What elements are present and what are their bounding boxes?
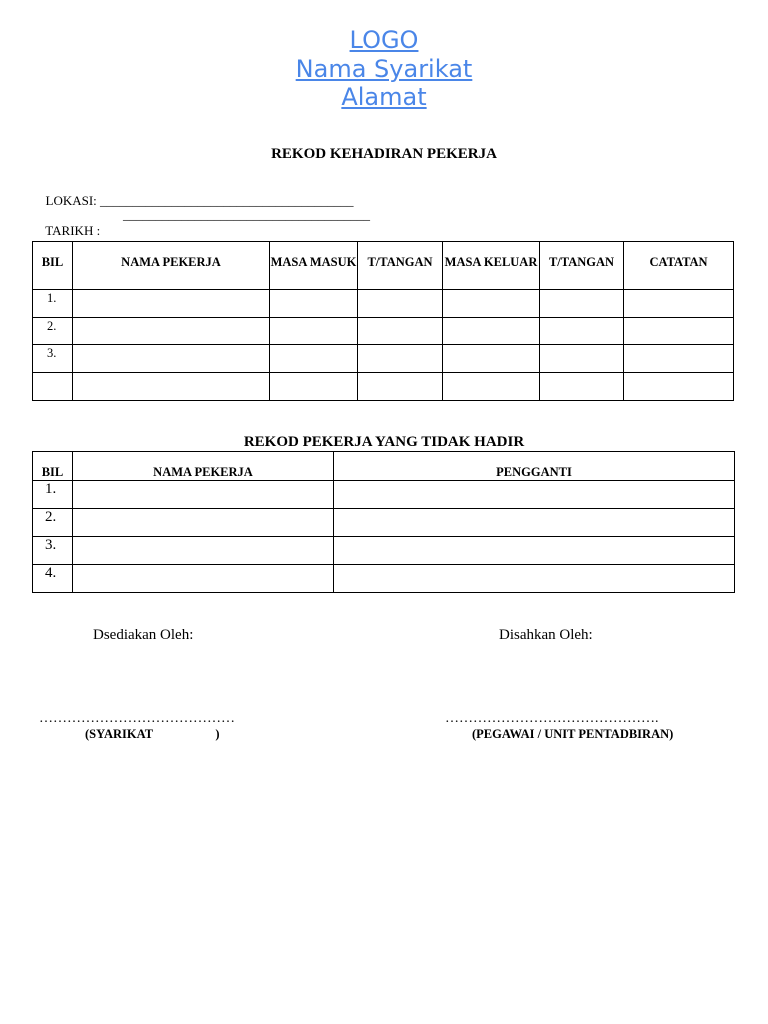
cell-input[interactable] — [73, 290, 270, 318]
table-row — [33, 565, 735, 593]
cell-input[interactable] — [270, 345, 358, 373]
date-line: ______________________________________ — [123, 207, 370, 222]
cell-input[interactable] — [73, 345, 270, 373]
cell-input[interactable] — [443, 345, 540, 373]
cell-input[interactable] — [334, 481, 735, 509]
cell-input[interactable] — [540, 345, 624, 373]
cell-input[interactable] — [270, 373, 358, 401]
col-pengganti: PENGGANTI — [334, 452, 735, 481]
cell-input[interactable] — [358, 345, 443, 373]
prepared-by-label: Dsediakan Oleh: — [93, 627, 194, 643]
absent-table — [32, 451, 735, 593]
cell-input[interactable] — [334, 537, 735, 565]
location-field — [39, 177, 354, 209]
cell-input[interactable] — [624, 373, 734, 401]
table-row — [33, 481, 735, 509]
cell-input[interactable] — [358, 373, 443, 401]
cell-input[interactable] — [73, 481, 334, 509]
col-tandatangan-1: T/TANGAN — [358, 242, 443, 290]
logo-text[interactable]: LOGO — [349, 26, 419, 54]
cell-input[interactable] — [540, 318, 624, 345]
col-masa-keluar: MASA KELUAR — [443, 242, 540, 290]
row-number: 2. — [33, 318, 73, 345]
approved-by-label: Disahkan Oleh: — [499, 627, 593, 643]
col-tandatangan-2: T/TANGAN — [540, 242, 624, 290]
prepared-signature-line[interactable]: …………………………………… — [39, 711, 235, 726]
absent-title: REKOD PEKERJA YANG TIDAK HADIR — [243, 434, 525, 450]
cell-input[interactable] — [73, 318, 270, 345]
cell-input[interactable] — [624, 345, 734, 373]
row-number: 3. — [33, 537, 73, 565]
row-number: 2. — [33, 509, 73, 537]
location-label: LOKASI: — [45, 193, 101, 208]
cell-input[interactable] — [73, 565, 334, 593]
company-name[interactable]: Nama Syarikat — [295, 55, 473, 83]
row-number: 1. — [33, 290, 73, 318]
cell-input[interactable] — [624, 318, 734, 345]
cell-input[interactable] — [73, 509, 334, 537]
location-line: _______________________________________ — [100, 193, 354, 208]
approved-caption: (PEGAWAI / UNIT PENTADBIRAN) — [472, 727, 674, 741]
cell-input[interactable] — [358, 290, 443, 318]
cell-input[interactable] — [443, 290, 540, 318]
absent-header-row — [33, 452, 735, 481]
table-row — [33, 318, 734, 345]
company-address[interactable]: Alamat — [341, 83, 427, 111]
cell-input[interactable] — [73, 373, 270, 401]
table-row — [33, 373, 734, 401]
cell-input[interactable] — [270, 318, 358, 345]
attendance-table — [32, 241, 734, 401]
approved-signature-line[interactable]: ………………………………………. — [445, 711, 659, 726]
table-row — [33, 345, 734, 373]
table-row — [33, 290, 734, 318]
cell-input[interactable] — [334, 509, 735, 537]
cell-input[interactable] — [443, 373, 540, 401]
col-bil: BIL — [33, 242, 73, 290]
date-field — [39, 207, 100, 239]
cell-input[interactable] — [443, 318, 540, 345]
col-catatan: CATATAN — [624, 242, 734, 290]
attendance-header-row — [33, 242, 734, 290]
col-nama-pekerja: NAMA PEKERJA — [73, 452, 334, 481]
cell-input[interactable] — [334, 565, 735, 593]
cell-input[interactable] — [358, 318, 443, 345]
row-number: 3. — [33, 345, 73, 373]
cell-input[interactable] — [73, 537, 334, 565]
row-number: 1. — [33, 481, 73, 509]
cell-input[interactable] — [270, 290, 358, 318]
attendance-title: REKOD KEHADIRAN PEKERJA — [271, 146, 497, 162]
table-row — [33, 509, 735, 537]
cell-input[interactable] — [624, 290, 734, 318]
prepared-caption: (SYARIKAT ) — [85, 727, 220, 741]
col-bil: BIL — [33, 452, 73, 481]
row-number: 4. — [33, 565, 73, 593]
cell-input[interactable] — [540, 373, 624, 401]
table-row — [33, 537, 735, 565]
col-nama-pekerja: NAMA PEKERJA — [73, 242, 270, 290]
col-masa-masuk: MASA MASUK — [270, 242, 358, 290]
cell-input[interactable] — [540, 290, 624, 318]
date-label: TARIKH : — [45, 223, 101, 238]
row-number — [33, 373, 73, 401]
